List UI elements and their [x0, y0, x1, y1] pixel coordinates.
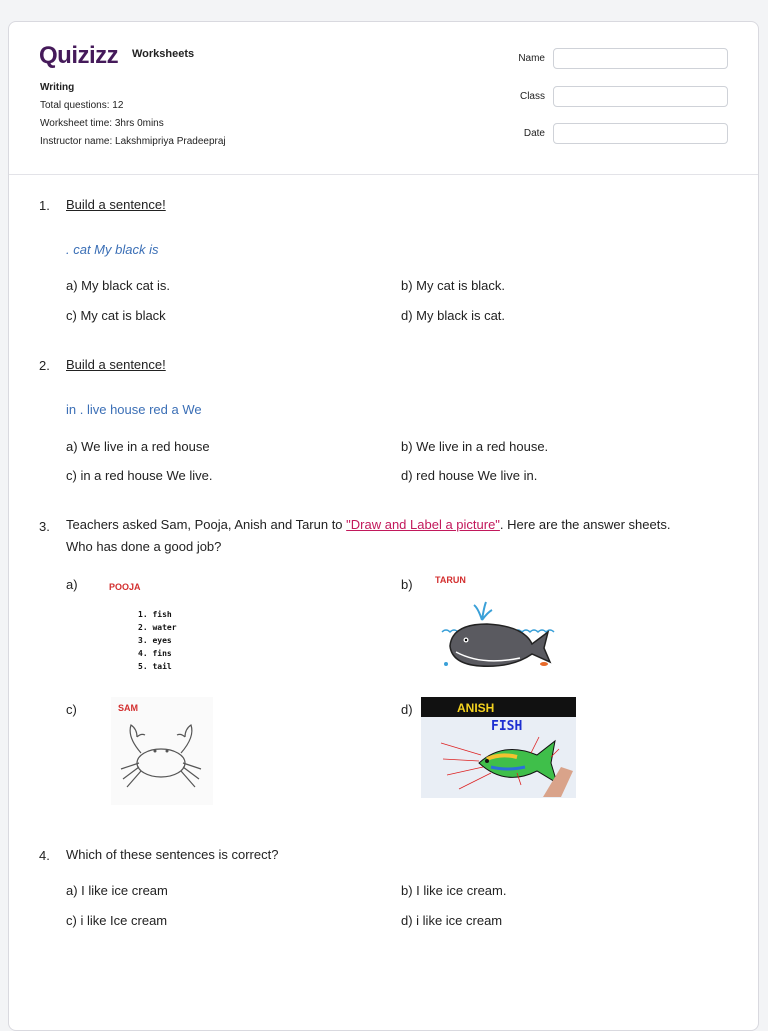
- q3-option-b-letter[interactable]: b): [401, 577, 413, 592]
- q1-option-d[interactable]: d) My black is cat.: [401, 308, 506, 323]
- name-field[interactable]: [553, 48, 728, 69]
- sam-answer-image: [111, 697, 213, 805]
- q2-option-c[interactable]: c) in a red house We live.: [66, 468, 213, 483]
- q1-option-a[interactable]: a) My black cat is.: [66, 278, 171, 293]
- q3-text-after: . Here are the answer sheets.: [499, 517, 671, 532]
- q2-option-d[interactable]: d) red house We live in.: [401, 468, 538, 483]
- q3-number: 3.: [39, 519, 50, 534]
- q2-option-b[interactable]: b) We live in a red house.: [401, 439, 549, 454]
- pooja-list-item: 1. fish: [138, 610, 172, 619]
- anish-answer-image: [421, 697, 576, 798]
- q4-option-b[interactable]: b) I like ice cream.: [401, 883, 507, 898]
- fish-drawing: [421, 697, 576, 798]
- q2-text: Build a sentence!: [66, 357, 166, 372]
- q4-text: Which of these sentences is correct?: [66, 847, 279, 862]
- pooja-label-list: [138, 608, 177, 673]
- sam-name: SAM: [118, 703, 138, 713]
- q3-link[interactable]: "Draw and Label a picture": [346, 517, 500, 532]
- q3-option-a-letter[interactable]: a): [66, 577, 78, 592]
- name-label: Name: [518, 53, 545, 64]
- q2-scramble: in . live house red a We: [66, 402, 202, 417]
- class-label: Class: [519, 91, 545, 102]
- worksheet-page: [8, 21, 759, 1031]
- q4-option-c[interactable]: c) i like Ice cream: [66, 913, 168, 928]
- anish-name: ANISH: [457, 701, 495, 715]
- tarun-name: TARUN: [435, 575, 466, 585]
- q3-text: [66, 514, 736, 558]
- pooja-list-item: 2. water: [138, 623, 177, 632]
- pooja-name: POOJA: [109, 582, 141, 592]
- date-field[interactable]: [553, 123, 728, 144]
- whale-drawing: [432, 572, 564, 677]
- q2-option-a[interactable]: a) We live in a red house: [66, 439, 210, 454]
- pooja-list-item: 4. fins: [138, 649, 172, 658]
- q1-option-c[interactable]: c) My cat is black: [66, 308, 166, 323]
- brand-subtitle: Worksheets: [132, 48, 195, 60]
- worksheet-time: Worksheet time: 3hrs 0mins: [40, 118, 164, 129]
- total-questions: Total questions: 12: [40, 100, 124, 111]
- q3-option-d-letter[interactable]: d): [401, 702, 413, 717]
- pooja-list-item: 5. tail: [138, 662, 172, 671]
- q1-text: Build a sentence!: [66, 197, 166, 212]
- q3-text-line2: Who has done a good job?: [66, 539, 222, 554]
- pooja-list-item: 3. eyes: [138, 636, 172, 645]
- worksheet-title: Writing: [40, 82, 75, 93]
- instructor-name: Instructor name: Lakshmipriya Pradeepraj: [40, 136, 226, 147]
- class-field[interactable]: [553, 86, 728, 107]
- q4-option-a[interactable]: a) I like ice cream: [66, 883, 168, 898]
- q1-scramble: . cat My black is: [66, 242, 159, 257]
- tarun-answer-image: [432, 572, 564, 677]
- pooja-answer-image: [101, 570, 211, 680]
- crab-drawing: [111, 697, 213, 805]
- anish-fish-word: FISH: [491, 719, 523, 734]
- q3-text-before: Teachers asked Sam, Pooja, Anish and Tarun to: [66, 517, 347, 532]
- date-label: Date: [523, 128, 545, 139]
- quizizz-logo: Quizizz: [39, 42, 119, 69]
- q3-option-c-letter[interactable]: c): [66, 702, 77, 717]
- worksheet-header: [9, 22, 758, 175]
- q4-option-d[interactable]: d) i like ice cream: [401, 913, 503, 928]
- q4-number: 4.: [39, 848, 50, 863]
- q1-number: 1.: [39, 198, 50, 213]
- q1-option-b[interactable]: b) My cat is black.: [401, 278, 506, 293]
- q2-number: 2.: [39, 358, 50, 373]
